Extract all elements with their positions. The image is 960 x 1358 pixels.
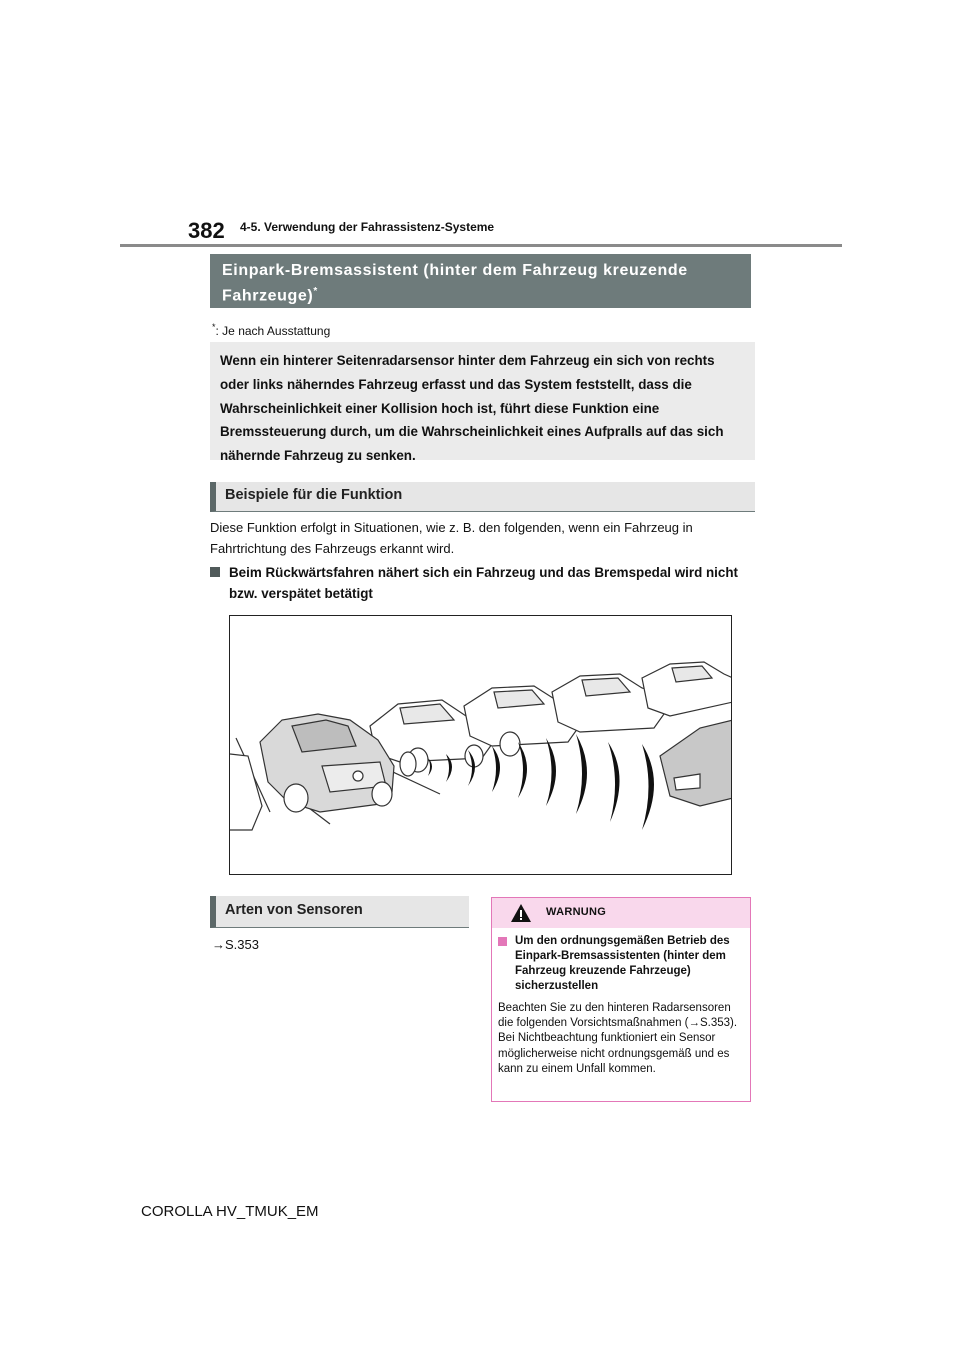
warning-header (492, 898, 750, 928)
reversing-car-illustration (230, 616, 732, 875)
footnote-text: : Je nach Ausstattung (215, 324, 331, 338)
parking-illustration (229, 615, 732, 875)
example-bullet (210, 563, 755, 604)
sensors-reference[interactable]: →S.353 (212, 937, 259, 952)
section-title-banner (210, 254, 751, 308)
left-partial-car (230, 754, 262, 830)
intro-box (210, 342, 755, 464)
warning-bullet-icon (498, 937, 507, 946)
section-title-marker: * (313, 286, 318, 297)
warning-title: Um den ordnungsgemäßen Betrieb des Einpark-Bremsassistenten (hinter dem Fahrzeug kreuzende Fahrzeuge) sicherzustellen (515, 935, 730, 992)
warning-body: Beachten Sie zu den hinteren Radarsensoren die folgenden Vorsichtsmaßnahmen (→S.353). Bei Nichtbeachtung funktioniert ein Sensor möglicherweise nicht ordnungsgemäß und es kann zu einem Unfall kommen. (498, 1002, 738, 1075)
footer-model-code: COROLLA HV_TMUK_EM (141, 1203, 319, 1220)
warning-label: WARNUNG (546, 906, 607, 918)
footnote-marker: * (212, 322, 216, 332)
footnote (212, 322, 330, 338)
warning-box (491, 897, 751, 1102)
header-divider (120, 244, 842, 247)
sensors-heading: Arten von Sensoren (210, 896, 469, 928)
intro-text: Wenn ein hinterer Seitenradarsensor hinter dem Fahrzeug ein sich von rechts oder links näherndes Fahrzeug erfasst und das System feststellt, dass die Wahrscheinlichkeit einer Kollision hoch ist, führt diese Funktion eine Bremssteuerung durch, um die Wahrscheinlichkeit eines Aufpralls auf das sich nähernde Fahrzeug zu senken. (220, 353, 724, 464)
example-bullet-text: Beim Rückwärtsfahren nähert sich ein Fahrzeug und das Bremspedal wird nicht bzw. verspätet betätigt (229, 565, 738, 601)
chapter-title: 4-5. Verwendung der Fahrassistenz-Systeme (240, 220, 495, 234)
section-title: Einpark-Bremsassistent (hinter dem Fahrzeug kreuzende Fahrzeuge) (222, 262, 688, 305)
parked-car-4 (642, 662, 732, 716)
examples-heading: Beispiele für die Funktion (210, 482, 755, 512)
bullet-square-icon (210, 567, 220, 577)
page-number: 382 (188, 218, 225, 243)
examples-body: Diese Funktion erfolgt in Situationen, wie z. B. den folgenden, wenn ein Fahrzeug in Fahrtrichtung des Fahrzeugs erkannt wird. (210, 520, 693, 556)
warning-triangle-icon (510, 903, 532, 923)
approaching-car (660, 720, 732, 806)
